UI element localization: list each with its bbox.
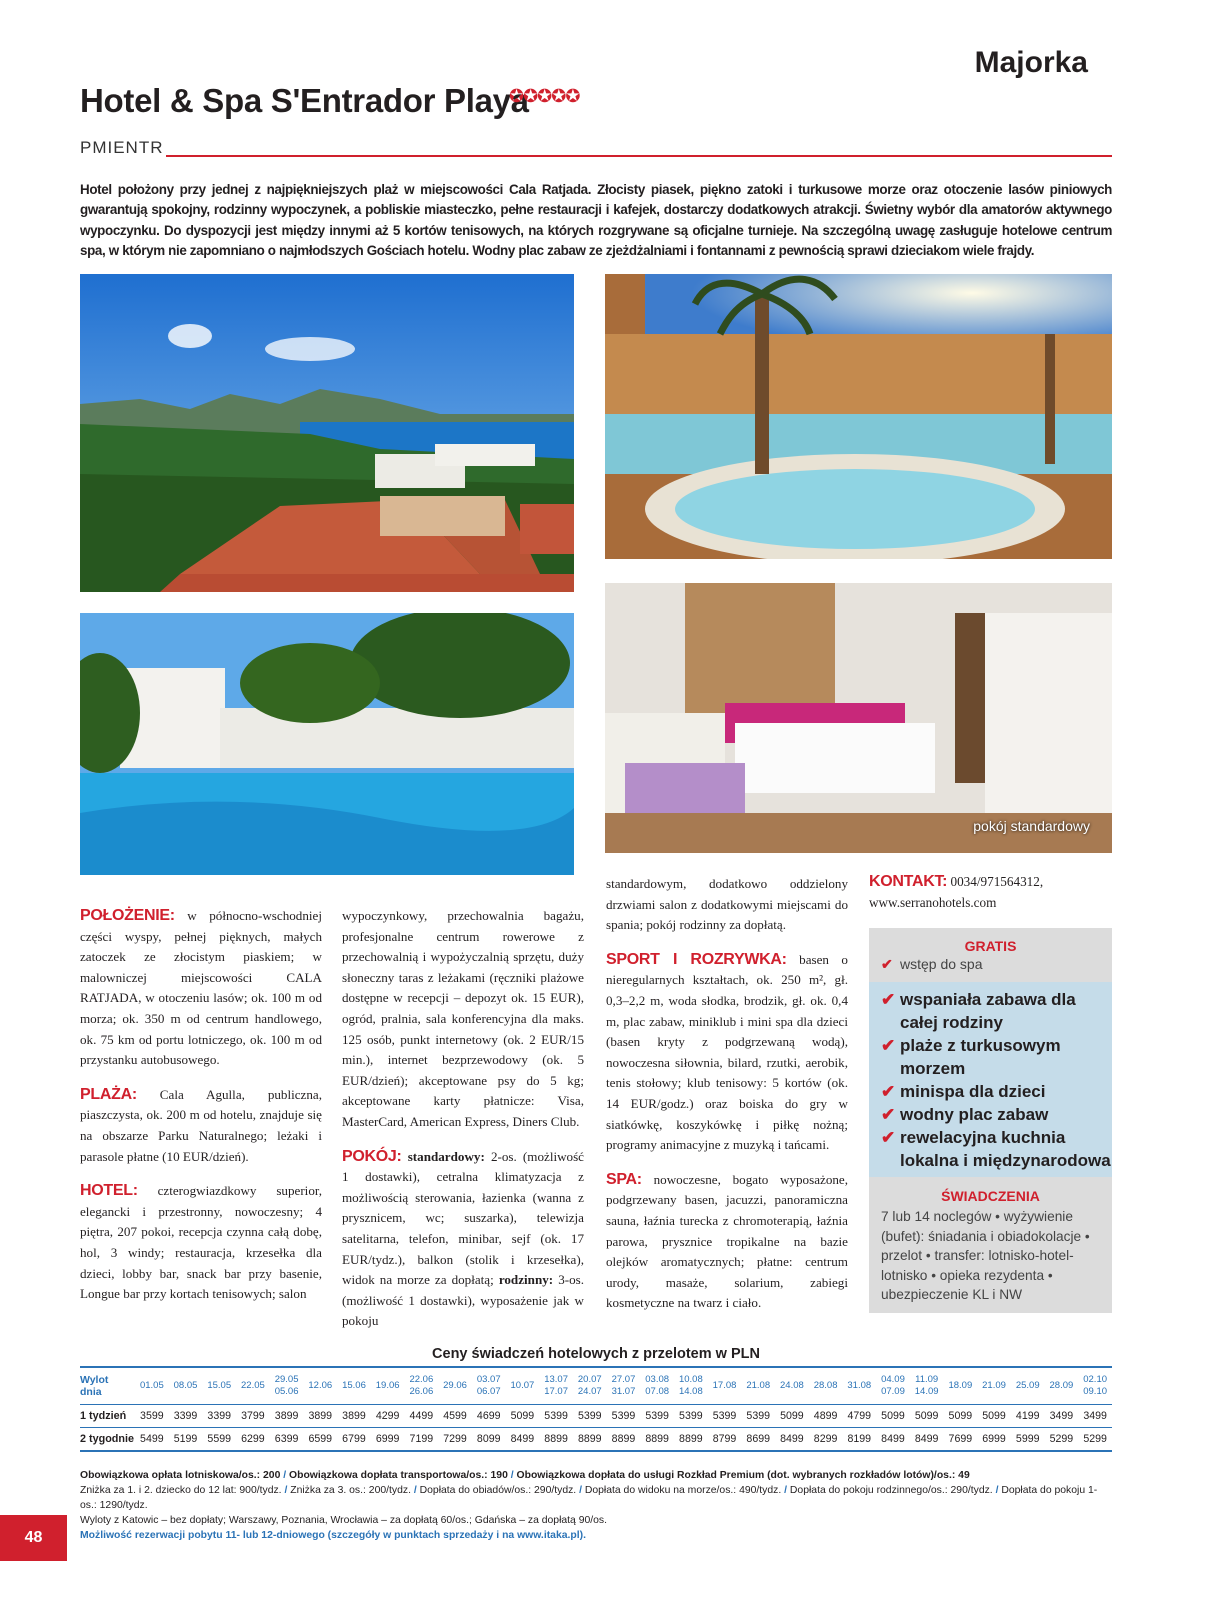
- price-cell: 6999: [982, 1433, 1006, 1445]
- price-table-title: Ceny świadczeń hotelowych z przelotem w PLN: [432, 1346, 760, 1362]
- feature-item: ✔ minispa dla dzieci: [881, 1082, 1046, 1101]
- feature-item: ✔ plaże z turkusowym: [881, 1036, 1061, 1055]
- date-cell: 15.05: [207, 1380, 232, 1391]
- date-cell: 03.08 07.08: [645, 1374, 670, 1397]
- feature-item: lokalna i międzynarodowa: [900, 1151, 1111, 1170]
- row-label-dates: Wylot dnia: [80, 1374, 109, 1398]
- price-cell: 5199: [173, 1433, 198, 1445]
- price-cell: 5399: [611, 1410, 636, 1422]
- info-box: [869, 928, 1112, 1313]
- price-cell: 8099: [476, 1433, 501, 1445]
- date-cell: 02.10 09.10: [1083, 1374, 1108, 1397]
- price-cell: 5399: [712, 1410, 737, 1422]
- contact-phone: 0034/971564312,: [950, 874, 1044, 889]
- price-cell: 6599: [308, 1433, 333, 1445]
- price-cell: 5099: [881, 1410, 905, 1422]
- date-cell: 25.09: [1015, 1380, 1040, 1391]
- row-label-week1: 1 tydzień: [80, 1410, 127, 1422]
- plaza-text: Cala Agulla, publiczna, piaszczysta, ok. 200 m od hotelu, znajduje się na obszarze Parku Naturalnego; leżaki i parasole płatne (10 EUR/dzień).: [80, 1086, 322, 1164]
- hotel-title: Hotel & Spa S'Entrador Playa: [80, 82, 529, 119]
- price-cell: 5599: [207, 1433, 231, 1445]
- price-cell: 8899: [645, 1433, 669, 1445]
- date-cell: 21.09: [982, 1380, 1006, 1391]
- gratis-item: ✔ wstęp do spa: [881, 956, 983, 972]
- date-cell: 28.08: [813, 1380, 838, 1391]
- price-cell: 3899: [308, 1410, 333, 1422]
- pokoj-std-label: standardowy:: [407, 1148, 485, 1164]
- price-cell: 8899: [544, 1433, 568, 1445]
- date-cell: 08.05: [173, 1380, 198, 1391]
- price-cell: 8899: [611, 1433, 636, 1445]
- price-cell: 4899: [813, 1410, 838, 1422]
- table-row-week2: [80, 1428, 1112, 1452]
- price-cell: 3599: [140, 1410, 164, 1422]
- date-cell: 10.07: [510, 1380, 535, 1391]
- plaza-heading: PLAŻA:: [80, 1085, 137, 1103]
- date-cell: 11.09 14.09: [914, 1374, 939, 1397]
- notes-line-3: Wyloty z Katowic – bez dopłaty; Warszawy, Poznania, Wrocławia – za dopłatą 60/os.; Gdańska – za dopłatą 90/os.: [80, 1515, 608, 1526]
- price-cell: 7199: [409, 1433, 434, 1445]
- price-cell: 8899: [577, 1433, 602, 1445]
- pokoj-std-text: 2-os. (możliwość 1 dostawki), cetralna klimatyzacja z możliwością sterowania, łazienka (wanna z prysznicem, wc; suszarka), telewizja satelitarna, telefon, minibar, sejf (ok. 17 EUR/tydz.), balkon (stolik i krzesełka), widok na morze za dopłatą;: [342, 1148, 584, 1288]
- notes-line-1: Obowiązkowa opłata lotniskowa/os.: 200 / Obowiązkowa dopłata transportowa/os.: 190 / Obowiązkowa dopłata do usługi Rozkład Premium (dot. wybranych rozkładów lotów)/os.: 49: [80, 1470, 970, 1481]
- price-cell: 8499: [780, 1433, 804, 1445]
- polozenie-text: w północno-wschodniej części wyspy, pełnej pięknych, małych zatoczek ze złocistym piaskiem; w malowniczej miejscowości CALA RATJADA, w otoczeniu lasów; ok. 100 m od morza; ok. 350 m od centrum handlowego, ok. 75 km od portu lotniczego, ok. 100 m od przystanku autobusowego.: [80, 908, 322, 1068]
- price-cell: 5399: [577, 1410, 602, 1422]
- price-cell: 6799: [342, 1433, 366, 1445]
- date-cell: 13.07 17.07: [544, 1374, 568, 1397]
- hotel-code: PMIENTR: [80, 138, 164, 157]
- date-cell: 04.09 07.09: [881, 1374, 905, 1397]
- date-cell: 20.07 24.07: [577, 1374, 602, 1397]
- price-cell: 6299: [241, 1433, 265, 1445]
- date-cell: 29.06: [443, 1380, 467, 1391]
- column-1: [80, 906, 322, 1319]
- pokoj-text-continued: standardowym, dodatkowo oddzielony drzwiami salon z dodatkowymi miejscami do spania; pokój rodzinny za dopłatą.: [606, 876, 848, 933]
- contact-label: KONTAKT:: [869, 873, 948, 890]
- check-icon: ✔: [881, 1128, 896, 1147]
- price-cell: 7699: [948, 1433, 973, 1445]
- price-cell: 3399: [207, 1410, 231, 1422]
- notes-line-4: Możliwość rezerwacji pobytu 11- lub 12-dniowego (szczegóły w punktach sprzedaży i na www.itaka.pl).: [80, 1530, 586, 1541]
- price-cell: 5099: [982, 1410, 1006, 1422]
- region-title: Majorka: [974, 46, 1088, 79]
- check-icon: ✔: [881, 1105, 896, 1124]
- photo-outdoor-pool: [80, 613, 574, 875]
- price-notes: [80, 1468, 1112, 1543]
- check-icon: ✔: [881, 1036, 896, 1055]
- price-cell: 5499: [140, 1433, 164, 1445]
- column-3: [606, 874, 848, 1328]
- date-cell: 22.05: [241, 1380, 265, 1391]
- price-cell: 3499: [1083, 1410, 1107, 1422]
- pokoj-rodz-label: rodzinny:: [498, 1272, 554, 1288]
- photo-aerial-view: [80, 274, 574, 592]
- spa-text: nowoczesne, bogato wyposażone, podgrzewany basen, jacuzzi, panoramiczna sauna, łaźnia turecka z chromoterapią, łaźnia parowa, prysznice tropikalne na bazie olejków aromatycznych; płatne: centrum urody, masaże, solarium, zabiegi kosmetyczne na twarz i ciało.: [606, 1171, 849, 1311]
- price-cell: 4699: [476, 1410, 501, 1422]
- date-cell: 17.08: [712, 1380, 737, 1391]
- date-cell: 10.08 14.08: [678, 1374, 703, 1397]
- check-icon: ✔: [881, 956, 893, 972]
- price-cell: 5099: [948, 1410, 973, 1422]
- pokoj-heading: POKÓJ:: [342, 1147, 402, 1165]
- price-cell: 5399: [645, 1410, 669, 1422]
- price-cell: 8499: [881, 1433, 905, 1445]
- gratis-heading: GRATIS: [964, 938, 1017, 954]
- price-cell: 5399: [746, 1410, 770, 1422]
- swiadczenia-section: [869, 1182, 1112, 1305]
- date-cell: 12.06: [308, 1380, 333, 1391]
- row-label-week2: 2 tygodnie: [80, 1433, 134, 1445]
- price-cell: 4199: [1015, 1410, 1040, 1422]
- date-cell: 27.07 31.07: [611, 1374, 636, 1397]
- price-cell: 5099: [780, 1410, 804, 1422]
- price-cell: 5399: [679, 1410, 703, 1422]
- table-row-dates: [80, 1367, 1112, 1405]
- pokoj-rodz-text: 3-os. (możliwość 1 dostawki), wyposażenie jak w pokoju: [342, 1272, 585, 1329]
- swiadczenia-text: 7 lub 14 noclegów • wyżywienie (bufet): śniadania i obiadokolacje • przelot • transfer: lotnisko-hotel-lotnisko • opieka rezydenta • ubezpieczenie KL i NW: [881, 1209, 1090, 1302]
- date-cell: 03.07 06.07: [476, 1374, 501, 1397]
- contact-block: [869, 872, 1114, 913]
- hotel-text: czterogwiazdkowy superior, elegancki i przestronny, nowoczesny; 4 piętra, 207 pokoi, recepcja czynna całą dobę, hol, 3 windy; restauracja, krzesełka dla dzieci, lobby bar, snack bar przy basenie, Longue bar przy kortach tenisowych; salon: [80, 1183, 322, 1302]
- price-cell: 8499: [914, 1433, 939, 1445]
- price-cell: 5299: [1049, 1433, 1074, 1445]
- intro-text: Hotel położony przy jednej z najpiękniejszych plaż w miejscowości Cala Ratjada. Złocisty piasek, piękno zatoki i turkusowe morze oraz otoczenie lasów piniowych gwarantują spokojny, rodzinny wypoczynek, a pobliskie miasteczko, pełne restauracji i kafejek, dostarczy dodatkowych atrakcji. Świetny wybór dla amatorów aktywnego wypoczynku. Do dyspozycji jest między innymi aż 5 kortów tenisowych, na których rozgrywane są oficjalne turnieje. Na szczególną uwagę zasługuje hotelowe centrum spa, w którym nie zapomniano o najmłodszych Gościach hotelu. Wodny plac zabaw ze zjeżdżalniami i fontannami z pewnością sprawi dzieciakom wiele frajdy.: [80, 182, 1112, 259]
- photo-caption: pokój standardowy: [973, 818, 1090, 834]
- hotel-text-continued: wypoczynkowy, przechowalnia bagażu, profesjonalne centrum rowerowe z przechowalnią i wypożyczalnią sprzętu, duży słoneczny taras z leżakami (ręczniki plażowe dostępne w recepcji – depozyt ok. 15 EUR), ogród, pralnia, sala konferencyjna dla maks. 125 osób, punkt internetowy (ok. 2 EUR/15 min.), internet bezprzewodowy (ok. 5 EUR/dzień); akceptowane psy do 5 kg; akceptowane karty płatnicze: Visa, MasterCard, American Express, Diners Club.: [342, 908, 584, 1129]
- price-cell: 8799: [712, 1433, 737, 1445]
- contact-web[interactable]: www.serranohotels.com: [869, 894, 997, 910]
- table-row-week1: [80, 1405, 1112, 1428]
- notes-line-2: Zniżka za 1. i 2. dziecko do 12 lat: 900/tydz. / Zniżka za 3. os.: 200/tydz. / Dopłata do obiadów/os.: 290/tydz. / Dopłata do widoku na morze/os.: 490/tydz. / Dopłata do pokoju rodzinnego/os.: 290/tydz. / Dopłata do pokoju 1-os.: 1290/tydz.: [80, 1485, 1098, 1511]
- price-cell: 4499: [409, 1410, 434, 1422]
- price-cell: 6399: [274, 1433, 299, 1445]
- date-cell: 15.06: [342, 1380, 366, 1391]
- price-cell: 5099: [914, 1410, 939, 1422]
- price-cell: 4599: [443, 1410, 467, 1422]
- check-icon: ✔: [881, 990, 896, 1009]
- price-cell: 3799: [241, 1410, 265, 1422]
- date-cell: 19.06: [375, 1380, 400, 1391]
- feature-item: ✔ wodny plac zabaw: [881, 1105, 1049, 1124]
- price-table: [80, 1366, 1112, 1454]
- star-rating-icon: ✪✪✪✪✪: [509, 86, 580, 106]
- price-cell: 4799: [847, 1410, 872, 1422]
- feature-item: morzem: [900, 1059, 966, 1078]
- feature-item: ✔ rewelacyjna kuchnia: [881, 1128, 1066, 1147]
- feature-item: całej rodziny: [900, 1013, 1003, 1032]
- price-cell: 3899: [342, 1410, 366, 1422]
- sport-text: basen o nieregularnych kształtach, ok. 250 m², gł. 0,3–2,2 m, woda słodka, brodzik, gł. ok. 0,4 m, plac zabaw, miniklub i mini spa dla dzieci (basen kryty z podgrzewaną wodą), nowoczesna siłownia, bilard, rzutki, aerobik, tenis stołowy; klub tenisowy: 5 kortów (ok. 14 EUR/godz.) oraz boiska do gry w siatkówkę, koszykówkę i piłkę nożną; programy animacyjne z muzyką i tańcami.: [606, 951, 848, 1153]
- check-icon: ✔: [881, 1082, 896, 1101]
- price-cell: 8699: [746, 1433, 770, 1445]
- price-cell: 3499: [1049, 1410, 1074, 1422]
- photo-spa-pool: [605, 274, 1112, 559]
- price-cell: 5399: [544, 1410, 568, 1422]
- sport-heading: SPORT I ROZRYWKA:: [606, 950, 787, 968]
- price-cell: 8899: [679, 1433, 703, 1445]
- price-cell: 8199: [847, 1433, 872, 1445]
- page-number: 48: [0, 1515, 67, 1561]
- features-box: [869, 982, 1112, 1177]
- hotel-heading: HOTEL:: [80, 1182, 138, 1200]
- date-cell: 24.08: [780, 1380, 804, 1391]
- price-cell: 5099: [510, 1410, 535, 1422]
- date-cell: 31.08: [847, 1380, 872, 1391]
- price-cell: 3899: [274, 1410, 299, 1422]
- date-cell: 29.05 05.06: [274, 1374, 299, 1397]
- price-cell: 5299: [1083, 1433, 1107, 1445]
- spa-heading: SPA:: [606, 1170, 642, 1188]
- price-cell: 6999: [375, 1433, 400, 1445]
- swiadczenia-heading: ŚWIADCZENIA: [941, 1188, 1040, 1204]
- price-cell: 5999: [1015, 1433, 1040, 1445]
- date-cell: 01.05: [139, 1380, 164, 1391]
- title-divider: [166, 155, 1112, 157]
- date-cell: 28.09: [1049, 1380, 1074, 1391]
- date-cell: 21.08: [746, 1380, 771, 1391]
- price-cell: 4299: [375, 1410, 400, 1422]
- price-cell: 7299: [443, 1433, 467, 1445]
- column-2: [342, 906, 584, 1346]
- photo-standard-room: [605, 583, 1112, 853]
- date-cell: 18.09: [948, 1380, 973, 1391]
- polozenie-heading: POŁOŻENIE:: [80, 907, 175, 924]
- feature-item: ✔ wspaniała zabawa dla: [881, 990, 1076, 1009]
- price-cell: 3399: [173, 1410, 198, 1422]
- price-cell: 8299: [813, 1433, 838, 1445]
- price-cell: 8499: [510, 1433, 535, 1445]
- date-cell: 22.06 26.06: [409, 1374, 434, 1397]
